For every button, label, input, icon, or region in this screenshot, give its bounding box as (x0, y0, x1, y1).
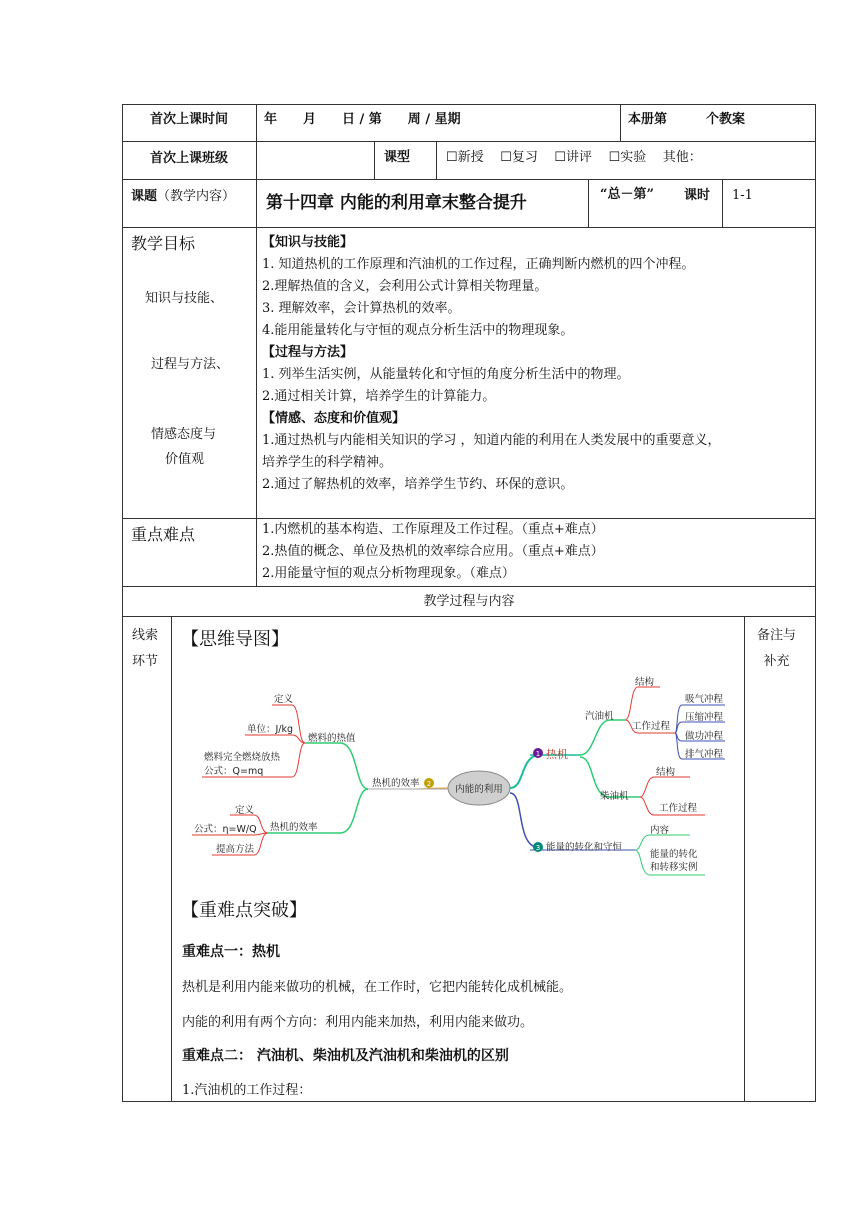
transfer-label-2: 和转移实例 (650, 862, 698, 873)
diesel-structure-label: 结构 (656, 767, 676, 778)
formula-label-1: 燃料完全燃烧放热 (204, 752, 281, 763)
point1-paragraph-2: 内能的利用有两个方向：利用内能来加热，利用内能来做功。 (182, 1015, 534, 1030)
option-other: 其他： (662, 150, 702, 165)
branch-heat-engine (510, 755, 540, 788)
stroke-power: 做功冲程 (685, 731, 724, 742)
objective-line: 1. 知道热机的工作原理和汽油机的工作过程，正确判断内燃机的四个冲程。 (262, 257, 695, 272)
branch-line (580, 720, 625, 755)
key-points-list (262, 519, 604, 585)
objectives-label: 教学目标 (131, 234, 196, 253)
stroke-compression: 压缩冲程 (685, 712, 724, 723)
objective-line: 3. 理解效率，会计算热机的效率。 (262, 301, 461, 316)
total-label: “总－第” (600, 187, 654, 202)
mindmap-heading: 【思维导图】 (181, 629, 289, 650)
option-experiment[interactable]: ☐实验 (608, 150, 647, 165)
objective-line: 培养学生的科学精神。 (262, 455, 393, 470)
notes-label-2: 补充 (763, 654, 790, 669)
objective-line: 4.能用能量转化与守恒的观点分析生活中的物理现象。 (262, 323, 574, 338)
lesson-label: 课时 (684, 188, 711, 203)
col-divider (256, 104, 257, 586)
num-2: 2 (426, 780, 432, 788)
process-label: 工作过程 (632, 721, 671, 732)
side-label-process: 过程与方法、 (151, 357, 230, 372)
content-label: 内容 (650, 825, 670, 836)
point2-paragraph-1: 1.汽油机的工作过程： (182, 1083, 312, 1098)
key-point-line: 1.内燃机的基本构造、工作原理及工作过程。（重点+难点） (262, 522, 604, 537)
row-divider (122, 616, 816, 617)
side-label-values: 价值观 (165, 452, 205, 467)
diesel-process-label: 工作过程 (659, 803, 698, 814)
objective-line: 1. 列举生活实例，从能量转化和守恒的角度分析生活中的物理。 (262, 367, 630, 382)
center-label: 内能的利用 (455, 784, 503, 795)
col-divider (374, 141, 375, 179)
energy-label: 能量的转化和守恒 (546, 842, 623, 853)
key-point-line: 2.热值的概念、单位及热机的效率综合应用。（重点+难点） (262, 544, 604, 559)
eff-def-label: 定义 (235, 805, 255, 816)
objective-line: 2.通过了解热机的效率，培养学生节约、环保的意识。 (262, 477, 574, 492)
table-border-bottom (122, 1101, 816, 1102)
key-points-label: 重点难点 (131, 525, 196, 544)
class-type-options (446, 149, 702, 167)
structure-label: 结构 (635, 677, 655, 688)
row-divider (122, 586, 816, 587)
row-divider (122, 227, 816, 228)
eff-formula-label: 公式：η=W/Q (194, 824, 257, 835)
option-review[interactable]: ☐复习 (500, 150, 538, 165)
process-title: 教学过程与内容 (423, 594, 515, 609)
topic-value: 第十四章 内能的利用章末整合提升 (266, 193, 527, 213)
stroke-exhaust: 排气冲程 (685, 749, 724, 760)
point1-paragraph-1: 热机是利用内能来做功的机械，在工作时，它把内能转化成机械能。 (182, 980, 573, 995)
notes-label-1: 备注与 (757, 628, 797, 643)
transfer-label-1: 能量的转化 (650, 849, 698, 860)
gasoline-label: 汽油机 (585, 711, 614, 722)
objective-line: 【知识与技能】 (262, 235, 354, 250)
objective-line: 【情感、态度和价值观】 (262, 411, 406, 426)
mind-map (180, 665, 740, 885)
topic-label-sub: （教学内容） (157, 189, 236, 204)
point2-title: 重难点二： 汽油机、柴油机及汽油机和柴油机的区别 (182, 1048, 509, 1064)
branch-line (245, 735, 305, 743)
lesson-value: 1-1 (732, 188, 753, 203)
first-class-time-label: 首次上课时间 (149, 112, 228, 127)
objective-line: 2.理解热值的含义，会利用公式计算相关物理量。 (262, 279, 548, 294)
heat-engine-label: 热机 (546, 748, 568, 761)
branch-line (305, 743, 368, 789)
option-new[interactable]: ☐新授 (446, 150, 484, 165)
objective-line: 2.通过相关计算，培养学生的计算能力。 (262, 389, 496, 404)
unit-label: 单位：J/kg (247, 724, 294, 735)
clue-label (132, 623, 158, 675)
table-border-top (122, 104, 816, 105)
first-class-time-value: 年 月 日 / 第 周 / 星期 (264, 112, 461, 127)
branch-line (635, 835, 690, 850)
col-divider (171, 616, 172, 1102)
notes-label (757, 623, 796, 675)
diesel-label: 柴油机 (600, 791, 629, 802)
option-comment[interactable]: ☐讲评 (554, 150, 593, 165)
objective-line: 1.通过热机与内能相关知识的学习 ，知道内能的利用在人类发展中的重要意义， (262, 433, 721, 448)
stroke-intake: 吸气冲程 (685, 694, 724, 705)
clue-label-1: 线索 (132, 628, 159, 643)
col-divider (588, 179, 589, 227)
objectives-list (262, 232, 812, 496)
objective-line: 【过程与方法】 (262, 345, 354, 360)
topic-label (131, 188, 235, 206)
branch-energy (510, 793, 540, 848)
eff-improve-label: 提高方法 (216, 844, 255, 855)
formula-label-2: 公式：Q=mq (204, 766, 264, 777)
col-divider (436, 141, 437, 179)
col-divider (744, 616, 745, 1102)
num-1: 1 (535, 750, 541, 758)
col-divider (620, 104, 621, 141)
fuel-heat-label: 燃料的热值 (308, 733, 356, 744)
key-point-line: 2.用能量守恒的观点分析物理现象。（难点） (262, 566, 515, 581)
num-3: 3 (535, 844, 541, 852)
point1-title: 重难点一：热机 (182, 944, 280, 960)
row-divider (122, 141, 816, 142)
breakthrough-heading: 【重难点突破】 (181, 900, 307, 921)
class-type-label: 课型 (384, 150, 411, 165)
topic-label-main: 课题 (131, 189, 158, 204)
engine-eff-label: 热机的效率 (270, 822, 318, 833)
side-label-attitude: 情感态度与 (151, 427, 217, 442)
definition-label: 定义 (274, 694, 294, 705)
efficiency-label: 热机的效率 (372, 778, 420, 789)
volume-label: 本册第 个教案 (628, 112, 746, 127)
branch-line (625, 687, 660, 720)
col-divider (722, 179, 723, 227)
first-class-label: 首次上课班级 (149, 151, 228, 166)
branch-line (640, 777, 690, 797)
clue-label-2: 环节 (132, 654, 159, 669)
row-divider (122, 179, 816, 180)
side-label-knowledge: 知识与技能、 (145, 291, 224, 306)
